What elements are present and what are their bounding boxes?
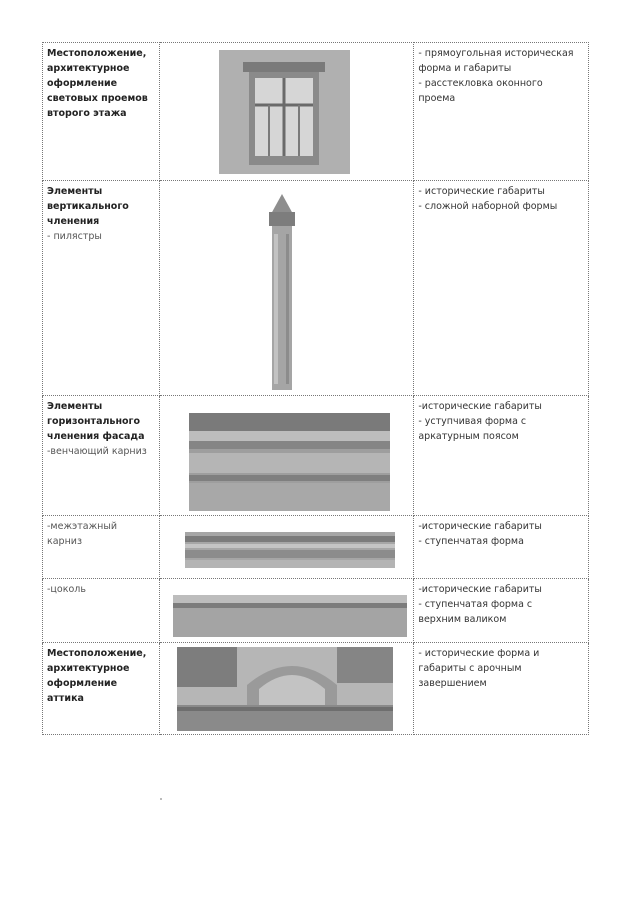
desc-line: - прямоугольная историческая: [418, 48, 574, 59]
row-desc: [418, 46, 584, 106]
label-line: членения фасада: [47, 431, 145, 442]
row-desc-cell: [414, 181, 589, 396]
label-line: Местоположение,: [47, 648, 147, 659]
desc-line: - исторические форма и: [418, 648, 540, 659]
row-desc-cell: [414, 643, 589, 735]
photo-cell: [160, 396, 414, 516]
desc-line: - ступенчатая форма: [418, 536, 524, 547]
table-row: [43, 396, 589, 516]
label-line: второго этажа: [47, 108, 127, 119]
desc-line: форма и габариты: [418, 63, 512, 74]
row-label-cell: [43, 181, 160, 396]
label-line: световых проемов: [47, 93, 148, 104]
row-desc-cell: [414, 396, 589, 516]
cornice-photo: [189, 413, 390, 511]
row-label: [47, 46, 155, 121]
row-desc-cell: [414, 516, 589, 579]
row-desc-cell: [414, 43, 589, 181]
label-line: Элементы: [47, 186, 103, 197]
photo-cell: [160, 516, 414, 579]
desc-line: аркатурным поясом: [418, 431, 519, 442]
label-line: оформление аттика: [47, 678, 118, 704]
desc-line: - расстекловка оконного: [418, 78, 543, 89]
desc-line: - уступчивая форма с: [418, 416, 527, 427]
row-label-cell: [43, 579, 160, 643]
table-row: [43, 181, 589, 396]
photo-cell: [160, 643, 414, 735]
attic-photo: [177, 647, 393, 731]
desc-line: верхним валиком: [418, 614, 507, 625]
label-line: Элементы: [47, 401, 103, 412]
row-sublabel: [47, 582, 155, 597]
row-label: [47, 399, 155, 444]
row-desc: [418, 184, 584, 214]
table-row: [43, 516, 589, 579]
table-row: [43, 43, 589, 181]
row-label: [47, 646, 155, 706]
label-line: карниз: [47, 536, 83, 547]
row-desc: [418, 399, 584, 444]
label-line: горизонтального: [47, 416, 141, 427]
window-photo: [219, 50, 350, 174]
pilaster-photo: [265, 194, 299, 390]
desc-line: -исторические габариты: [418, 401, 542, 412]
label-line: -межэтажный: [47, 521, 118, 532]
desc-line: -исторические габариты: [418, 584, 542, 595]
row-desc: [418, 582, 584, 627]
photo-cell: [160, 579, 414, 643]
desc-line: - ступенчатая форма с: [418, 599, 533, 610]
row-desc: [418, 646, 584, 691]
row-label-cell: [43, 43, 160, 181]
row-sublabel: - пилястры: [47, 231, 102, 242]
photo-cell: [160, 181, 414, 396]
row-label-cell: [43, 516, 160, 579]
desc-line: -исторические габариты: [418, 521, 542, 532]
scan-speck: [160, 798, 162, 800]
row-desc-cell: [414, 579, 589, 643]
elements-table: [42, 42, 589, 735]
label-line: Местоположение,: [47, 48, 147, 59]
label-line: архитектурное: [47, 63, 130, 74]
label-line: архитектурное: [47, 663, 130, 674]
label-line: -цоколь: [47, 584, 86, 595]
row-label-cell: [43, 643, 160, 735]
label-line: оформление: [47, 78, 118, 89]
label-line: вертикального: [47, 201, 129, 212]
desc-line: габариты с арочным: [418, 663, 522, 674]
desc-line: - сложной наборной формы: [418, 201, 558, 212]
desc-line: - исторические габариты: [418, 186, 545, 197]
row-desc: [418, 519, 584, 549]
row-sublabel: [47, 519, 155, 549]
row-label-cell: [43, 396, 160, 516]
table-row: [43, 579, 589, 643]
label-line: членения: [47, 216, 100, 227]
plinth-photo: [173, 595, 407, 637]
row-label: [47, 184, 155, 229]
desc-line: завершением: [418, 678, 487, 689]
interfloor-cornice-photo: [185, 532, 395, 568]
desc-line: проема: [418, 93, 456, 104]
table-row: [43, 643, 589, 735]
row-sublabel: -венчающий карниз: [47, 446, 147, 457]
photo-cell: [160, 43, 414, 181]
